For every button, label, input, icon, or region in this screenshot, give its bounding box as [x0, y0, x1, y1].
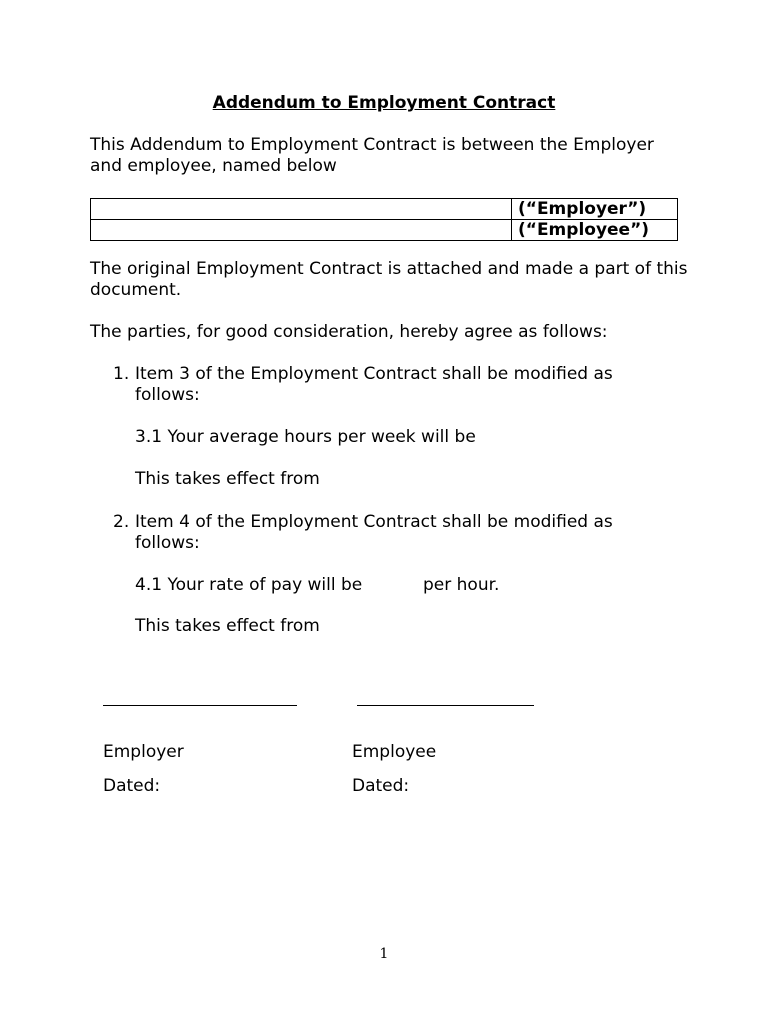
page-number: 1 — [379, 946, 389, 962]
item-2-effect: This takes effect from — [135, 616, 320, 636]
employer-signature-line — [103, 705, 297, 706]
employee-role-cell: (“Employee”) — [512, 220, 678, 241]
list-item-number: 2. — [113, 512, 130, 532]
employer-dated-label: Dated: — [103, 776, 161, 796]
table-row — [91, 199, 678, 220]
item-2-clause-part1: 4.1 Your rate of pay will be — [135, 575, 363, 595]
intro-paragraph: This Addendum to Employment Contract is between the Employer and employee, named below — [90, 135, 654, 176]
list-item-number: 1. — [113, 364, 130, 384]
item-1-clause: 3.1 Your average hours per week will be — [135, 427, 476, 447]
item-1-effect: This takes effect from — [135, 469, 320, 489]
employer-role-cell: (“Employer”) — [512, 199, 678, 220]
attachment-paragraph: The original Employment Contract is attached and made a part of this document. — [90, 259, 688, 300]
item-2-heading-line2: follows: — [135, 533, 200, 553]
item-1-heading-line2: follows: — [135, 385, 200, 405]
item-2-clause-part2: per hour. — [423, 575, 500, 595]
table-row — [91, 220, 678, 241]
parties-table — [90, 198, 678, 241]
employer-label: Employer — [103, 742, 184, 762]
employee-name-cell — [91, 220, 512, 241]
employee-label: Employee — [352, 742, 437, 762]
document-title: Addendum to Employment Contract — [212, 93, 556, 113]
item-2-heading-line1: Item 4 of the Employment Contract shall be modified as — [135, 512, 613, 532]
employee-dated-label: Dated: — [352, 776, 410, 796]
employer-name-cell — [91, 199, 512, 220]
employee-signature-line — [357, 705, 534, 706]
agreement-paragraph: The parties, for good consideration, hereby agree as follows: — [90, 322, 608, 342]
item-1-heading-line1: Item 3 of the Employment Contract shall be modified as — [135, 364, 613, 384]
